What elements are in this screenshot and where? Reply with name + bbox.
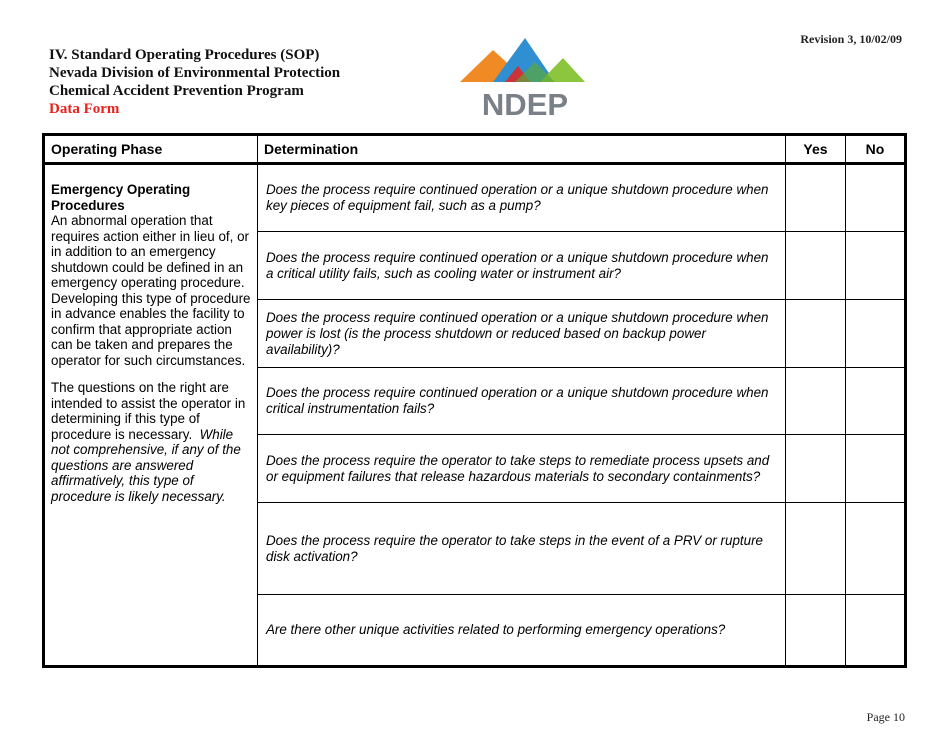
- yes-checkbox-3[interactable]: [786, 300, 846, 368]
- yes-checkbox-6[interactable]: [786, 503, 846, 595]
- question-1: Does the process require continued operation or a unique shutdown procedure when key pieces of equipment fail, such as a pump?: [258, 164, 786, 232]
- revision-label: Revision 3, 10/02/09: [800, 32, 902, 46]
- question-6: Does the process require the operator to take steps in the event of a PRV or rupture disk activation?: [258, 503, 786, 595]
- question-3: Does the process require continued operation or a unique shutdown procedure when power is lost (is the process shutdown or reduced based on backup power availability)?: [258, 300, 786, 368]
- document-header: [49, 46, 340, 118]
- no-checkbox-7[interactable]: [846, 595, 906, 667]
- no-checkbox-1[interactable]: [846, 164, 906, 232]
- yes-checkbox-1[interactable]: [786, 164, 846, 232]
- header-operating-phase: Operating Phase: [44, 135, 258, 164]
- table-header-row: [44, 135, 906, 164]
- phase-guidance-italic: While not comprehensive, if any of the questions are answered affirmatively, this type of procedure is likely necessary.: [51, 426, 241, 504]
- page-number: Page 10: [866, 710, 905, 724]
- operating-phase-cell: [44, 164, 258, 667]
- header-line-data-form: Data Form: [49, 101, 120, 117]
- header-line-sop: IV. Standard Operating Procedures (SOP): [49, 47, 320, 63]
- no-checkbox-6[interactable]: [846, 503, 906, 595]
- yes-checkbox-5[interactable]: [786, 435, 846, 503]
- sop-data-form-table: [42, 133, 907, 668]
- no-checkbox-2[interactable]: [846, 232, 906, 300]
- question-4: Does the process require continued operation or a unique shutdown procedure when critical instrumentation fails?: [258, 368, 786, 435]
- phase-guidance: [51, 380, 251, 504]
- header-determination: Determination: [258, 135, 786, 164]
- yes-checkbox-2[interactable]: [786, 232, 846, 300]
- phase-description: An abnormal operation that requires action either in lieu of, or in addition to an emergency shutdown could be defined in an emergency operating procedure. Developing this type of procedure in advance enables the facility to confirm that appropriate action can be taken and prepares the operator for such circumstances.: [51, 213, 251, 368]
- no-checkbox-3[interactable]: [846, 300, 906, 368]
- header-line-division: Nevada Division of Environmental Protection: [49, 65, 341, 81]
- header-line-program: Chemical Accident Prevention Program: [49, 83, 304, 99]
- ndep-logo: [455, 34, 595, 120]
- no-checkbox-5[interactable]: [846, 435, 906, 503]
- ndep-logo-mountains-icon: [455, 34, 595, 120]
- phase-guidance-normal: The questions on the right are intended to assist the operator in determining if this type of procedure is necessary.: [51, 380, 246, 442]
- yes-checkbox-4[interactable]: [786, 368, 846, 435]
- question-7: Are there other unique activities related to performing emergency operations?: [258, 595, 786, 667]
- question-5: Does the process require the operator to take steps to remediate process upsets and or equipment failures that release hazardous materials to secondary containments?: [258, 435, 786, 503]
- header-no: No: [846, 135, 906, 164]
- phase-title: Emergency Operating Procedures: [51, 182, 191, 213]
- table-row: [44, 164, 906, 232]
- yes-checkbox-7[interactable]: [786, 595, 846, 667]
- logo-text: NDEP: [481, 87, 569, 120]
- question-2: Does the process require continued operation or a unique shutdown procedure when a critical utility fails, such as cooling water or instrument air?: [258, 232, 786, 300]
- header-yes: Yes: [786, 135, 846, 164]
- no-checkbox-4[interactable]: [846, 368, 906, 435]
